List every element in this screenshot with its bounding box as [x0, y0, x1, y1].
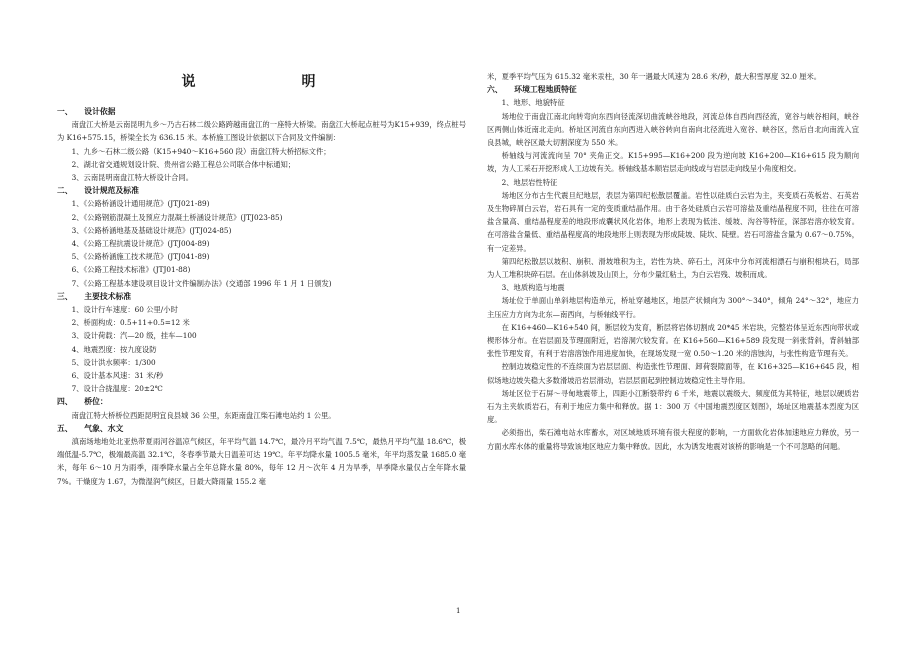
list-item: 3、云南昆明南盘江特大桥设计合同。 — [71, 173, 193, 183]
list-item: 2、地层岩性特征 — [501, 177, 558, 187]
paragraph: 桥轴线与河流流向呈 70° 夹角正交。K15+995—K16+200 段为逆向坡 K16+200—K16+615 段为顺向坡，为人工采石开挖形成人工边坡有关。桥轴线基本顺岩层走向线或与岩层走向线呈小角度相交。 — [487, 151, 859, 174]
list-item: 1、《公路桥涵设计通用规范》(JTJ021-89) — [71, 199, 210, 209]
list-item: 2、湖北省交通规划设计院、贵州省公路工程总公司联合体中标通知； — [71, 159, 296, 169]
list-item: 1、地形、地貌特征 — [501, 98, 565, 108]
section-heading: 三、 主要技术标准 — [57, 291, 132, 301]
list-item: 3、地质构造与地震 — [501, 283, 565, 293]
list-item: 1、九乡～石林二级公路（K15+940～K16+560 段）南盘江特大桥招标文件； — [71, 146, 331, 156]
list-item: 2、《公路钢筋混凝土及预应力混凝土桥涵设计规范》(JTJ023-85) — [71, 212, 283, 222]
list-item: 2、桥面构成：0.5+11+0.5=12 米 — [71, 318, 190, 328]
paragraph: 在 K16+460—K16+540 间，断层较为发育，断层将岩体切割成 20*45 米岩块，完整岩体呈近东西向带状或楔形体分布。在岩层面及节理面附近，岩溶洞穴较发育。在 K16+560—K16+589 段发现一斜张背斜，背斜轴部张性节理发育，有利于岩溶溶蚀作用进度加快，在现场发现一宽 0.50～1.20 米的溶蚀沟，与张性构造节理有关。 — [487, 322, 859, 359]
list-item: 3、《公路桥涵地基及基础设计规范》(JTJ024-85) — [71, 225, 232, 235]
paragraph: 场址位于单面山单斜地层构造单元，桥址穿越地区，地层产状倾向为 300°～340°，倾角 24°～32°，地应力主压应力方向为北东—南西向，与桥轴线平行。 — [487, 296, 859, 319]
list-item: 6、设计基本风速：31 米/秒 — [71, 371, 164, 381]
section-heading: 六、 环境工程地质特征 — [487, 85, 577, 95]
page-title: 说 明 — [181, 74, 342, 90]
page-number: 1 — [456, 607, 461, 615]
list-item: 5、设计洪水频率：1/300 — [71, 357, 156, 367]
paragraph: 场址区位于石屏～寻甸地震带上，四距小江断裂带约 6 千米，地震以震级大、频度低为其特征，地层以硬质岩石为主夹软质岩石，有利于地应力集中和释放。据 1：300 万《中国地震烈度区划图》，场址区地震基本烈度为区度。 — [487, 388, 859, 425]
paragraph: 南盘江特大桥桥位西距昆明宜良县城 36 公里，东距南盘江柴石滩电站约 1 公里。 — [71, 410, 336, 420]
list-item: 1、设计行车速度：60 公里/小时 — [71, 305, 178, 315]
list-item: 7、《公路工程基本建设项目设计文件编制办法》(交通部 1996 年 1 月 1 日颁发) — [71, 278, 332, 288]
left-column — [57, 70, 466, 488]
list-item: 6、《公路工程技术标准》(JTJ01-88) — [71, 265, 191, 275]
paragraph: 场地位于南盘江南北向转弯向东西向径流深切曲流峡谷地段，河流总体自西向西径流，宽谷与峡谷相间，峡谷区两侧山体近南北走向。桥址区河流自东向西进入峡谷转向自南向北径流进入宽谷、峡谷区，然后自北向南流入宜良县城，峡谷区最大切割深度为 550 米。 — [487, 111, 859, 148]
list-item: 4、地震烈度：按九度设防 — [71, 344, 157, 354]
paragraph: 控制边坡稳定性的不连续面为岩层层面、构造张性节理面、卸荷裂隙面等，在 K16+325—K16+645 段，相似场地边坡失稳大多数滑坡沿岩层滑动，岩层层面起到控制边坡稳定性主导作用。 — [487, 362, 859, 385]
section-heading: 五、 气象、水文 — [57, 423, 124, 433]
paragraph: 场地区分布古生代震旦纪地层，表层为第四纪松散层覆盖。岩性以硅质白云岩为主，夹变质石英板岩、石英岩及生物碎屑白云岩，岩石具有一定的变质重结晶作用。由于各处硅质白云岩可溶盐及重结晶程度不同，往往在可溶盐含量高、重结晶程度差的地段形成囊状风化岩体，地形上表现为低洼、缓坡、沟谷等特征，深部岩溶亦较发育。在可溶盐含量低、重结晶程度高的地段地形上则表现为形成陡坡、陡坎、陡壁。岩石可溶盐含量为 0.67～0.75%，有一定差异。 — [487, 190, 859, 253]
list-item: 4、《公路工程抗震设计规范》(JTJ004-89) — [71, 239, 210, 249]
section-heading: 四、 桥位： — [57, 397, 108, 407]
paragraph: 滇南场地地处北亚热带夏雨河谷温凉气候区，年平均气温 14.7℃，最冷月平均气温 7.5℃，最热月平均气温 18.6℃，极端低温-5.7℃，极端最高温 32.1℃，冬春季节最大日温差可达 19℃。年平均降水量 1005.5 毫米，年平均蒸发量 1685.0 毫米，每年 6～10 月为雨季，雨季降水量占全年总降水量 80%，每年 12 月～次年 4 月为旱季，旱季降水量仅占全年降水量 7%。干燥度为 1.67，为微湿润气候区，日最大降雨量 155.2 毫 — [57, 437, 466, 486]
paragraph: 南盘江大桥是云南昆明九乡～乃古石林二级公路跨越南盘江的一座特大桥梁。南盘江大桥起点桩号为K15+939，终点桩号为 K16+575.15，桥梁全长为 636.15 米。本桥施工图设计依据以下合同及文件编制： — [57, 120, 466, 143]
list-item: 5、《公路桥涵施工技术规范》(JTJ041-89) — [71, 252, 210, 262]
section-heading: 二、 设计规范及标准 — [57, 186, 139, 196]
paragraph-continuation: 米，夏季平均气压为 615.32 毫米汞柱，30 年一遇最大风速为 28.6 米/秒，最大积雪厚度 32.0 厘米。 — [487, 72, 822, 81]
section-heading: 一、 设计依据 — [57, 107, 116, 116]
right-column — [487, 70, 859, 453]
list-item: 3、设计荷载：汽—20 级，挂车—100 — [71, 331, 197, 341]
list-item: 7、设计合拢温度：20±2℃ — [71, 384, 163, 394]
paragraph: 第四纪松散层以坡积、崩积、滑坡堆积为主，岩性为块、碎石土，河床中分布河流相漂石与崩积相块石，局部为人工堆积块碎石层。在山体斜坡及山顶上，分布少量红粘土，为白云岩残、坡积而成。 — [487, 256, 859, 280]
paragraph: 必须指出，柴石滩电站水库蓄水，对区域地质环境有很大程度的影响，一方面软化岩体加速地应力释放，另一方面水库水体的重量将导致该地区地应力集中释放。因此，水为诱发地震对该桥的影响是一个不可忽略的问题。 — [487, 428, 859, 451]
